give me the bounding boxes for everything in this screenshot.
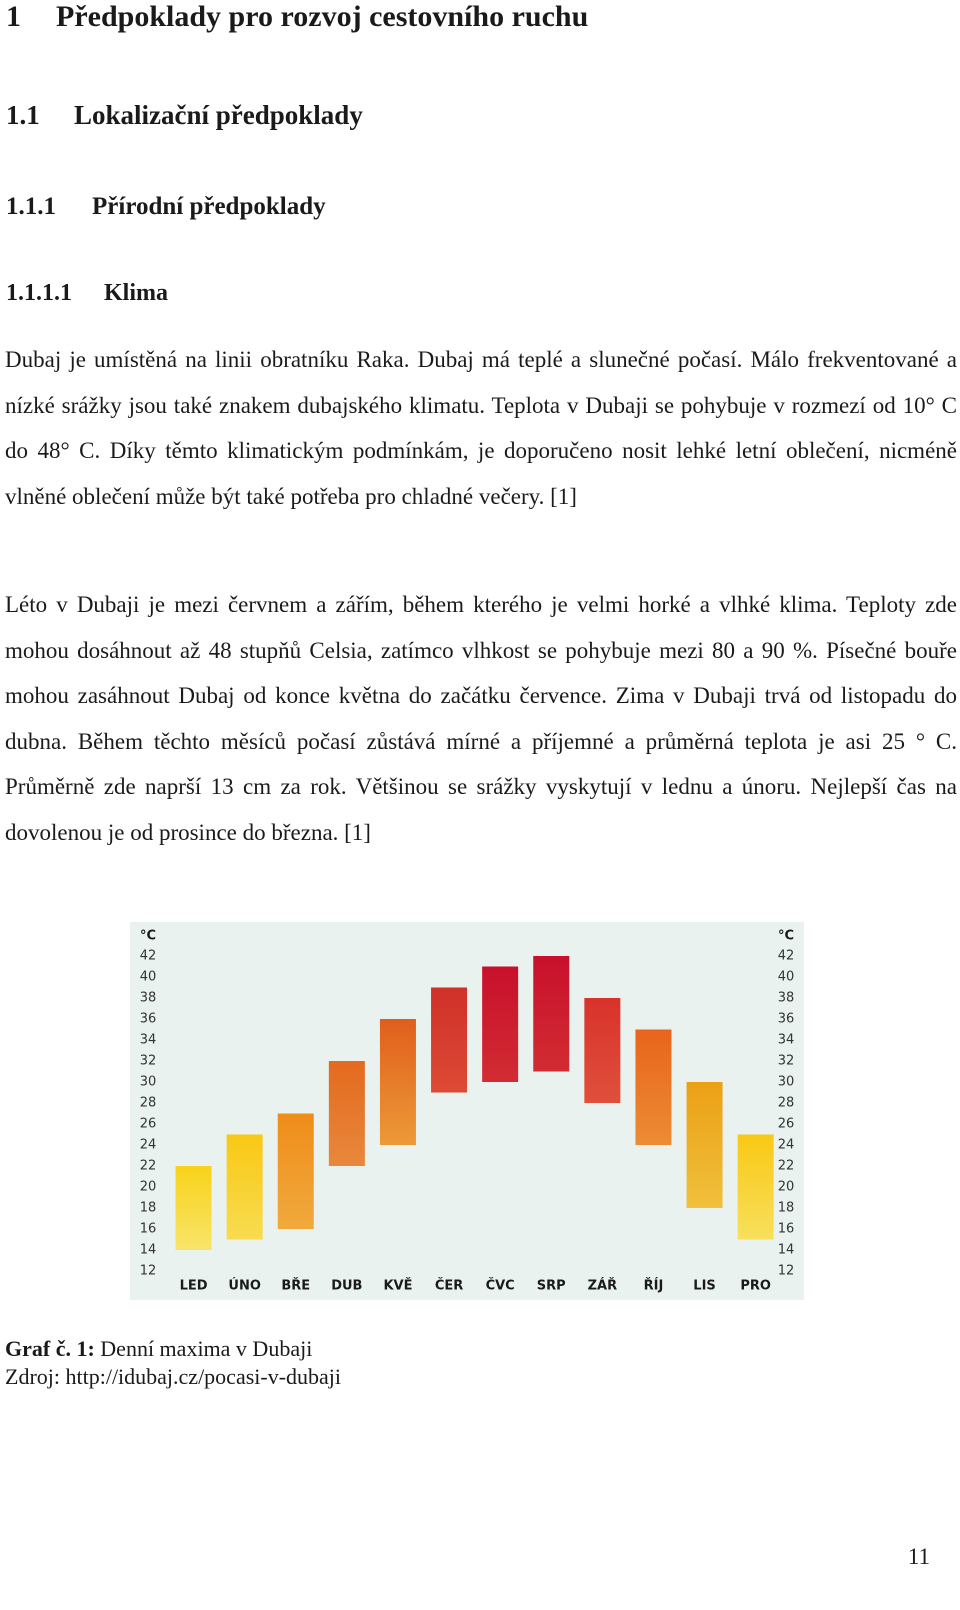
y-tick-left-30: 30 — [139, 1074, 157, 1090]
x-label-čvc: ČVC — [485, 1278, 515, 1294]
heading-1-title: Předpoklady pro rozvoj cestovního ruchu — [56, 0, 589, 33]
y-tick-right-12: 12 — [777, 1263, 795, 1279]
page-number: 11 — [907, 1544, 930, 1569]
heading-3-title: Přírodní předpoklady — [92, 193, 326, 220]
y-axis-unit-left: °C — [139, 928, 157, 944]
x-label-led: LED — [179, 1278, 208, 1294]
y-tick-right-34: 34 — [777, 1032, 795, 1048]
bar-říj — [635, 1030, 671, 1146]
bar-čer — [431, 988, 467, 1093]
heading-2 — [6, 100, 363, 131]
y-tick-right-16: 16 — [777, 1221, 795, 1237]
temperature-chart — [130, 922, 804, 1300]
bar-bře — [278, 1114, 314, 1230]
y-tick-left-36: 36 — [139, 1011, 157, 1027]
y-tick-right-20: 20 — [777, 1179, 795, 1195]
y-tick-left-16: 16 — [139, 1221, 157, 1237]
y-tick-right-24: 24 — [777, 1137, 795, 1153]
temperature-chart-svg — [130, 922, 804, 1300]
y-tick-right-28: 28 — [777, 1095, 795, 1111]
heading-1 — [6, 0, 588, 34]
y-tick-left-32: 32 — [139, 1053, 157, 1069]
heading-2-number: 1.1 — [6, 100, 40, 130]
bar-pro — [738, 1135, 774, 1240]
paragraph-climate-intro: Dubaj je umístěná na linii obratníku Raka. Dubaj má teplé a slunečné počasí. Málo frekventované a nízké srážky jsou také znakem dubajského klimatu. Teplota v Dubaji se pohybuje v rozmezí od 10° C do 48° C. Díky těmto klimatickým podmínkám, je doporučeno nosit lehké letní oblečení, nicméně vlněné oblečení může být také potřeba pro chladné večery. [1] — [5, 347, 957, 509]
bar-zář — [584, 998, 620, 1103]
y-tick-right-26: 26 — [777, 1116, 795, 1132]
x-label-pro: PRO — [740, 1278, 771, 1294]
y-tick-left-38: 38 — [139, 990, 157, 1006]
y-tick-right-38: 38 — [777, 990, 795, 1006]
figure-caption-text: Denní maxima v Dubaji — [94, 1336, 313, 1361]
y-tick-left-18: 18 — [139, 1200, 157, 1216]
heading-2-title: Lokalizační předpoklady — [74, 100, 363, 130]
y-tick-right-40: 40 — [777, 969, 795, 985]
y-tick-right-22: 22 — [777, 1158, 795, 1174]
heading-3 — [6, 193, 326, 221]
heading-3-number: 1.1.1 — [6, 193, 56, 220]
y-axis-unit-right: °C — [777, 928, 795, 944]
y-tick-left-24: 24 — [139, 1137, 157, 1153]
x-label-dub: DUB — [331, 1278, 363, 1294]
bar-čvc — [482, 967, 518, 1083]
y-tick-left-22: 22 — [139, 1158, 157, 1174]
bar-led — [176, 1166, 212, 1250]
y-tick-right-18: 18 — [777, 1200, 795, 1216]
figure-source: Zdroj: http://idubaj.cz/pocasi-v-dubaji — [5, 1364, 342, 1389]
y-tick-left-40: 40 — [139, 969, 157, 985]
y-tick-left-26: 26 — [139, 1116, 157, 1132]
bar-dub — [329, 1061, 365, 1166]
figure-caption-label: Graf č. 1: — [5, 1336, 95, 1361]
heading-4 — [6, 280, 168, 307]
x-label-bře: BŘE — [281, 1278, 311, 1294]
x-label-lis: LIS — [693, 1278, 716, 1294]
bar-srp — [533, 956, 569, 1072]
y-tick-right-30: 30 — [777, 1074, 795, 1090]
figure-caption — [5, 1336, 312, 1362]
heading-1-number: 1 — [6, 0, 21, 33]
y-tick-left-12: 12 — [139, 1263, 157, 1279]
y-tick-left-20: 20 — [139, 1179, 157, 1195]
y-tick-left-28: 28 — [139, 1095, 157, 1111]
bar-lis — [687, 1082, 723, 1208]
y-tick-left-14: 14 — [139, 1242, 157, 1258]
x-label-čer: ČER — [434, 1278, 464, 1294]
y-tick-right-32: 32 — [777, 1053, 795, 1069]
x-label-srp: SRP — [536, 1278, 566, 1294]
heading-4-title: Klima — [104, 280, 168, 306]
y-tick-right-14: 14 — [777, 1242, 795, 1258]
x-label-zář: ZÁŘ — [587, 1278, 618, 1294]
heading-4-number: 1.1.1.1 — [6, 280, 72, 306]
y-tick-right-42: 42 — [777, 948, 795, 964]
paragraph-climate-seasons: Léto v Dubaji je mezi červnem a zářím, během kterého je velmi horké a vlhké klima. Teploty zde mohou dosáhnout až 48 stupňů Celsia, zatímco vlhkost se pohybuje mezi 80 a 90 %. Písečné bouře mohou zasáhnout Dubaj od konce května do začátku července. Zima v Dubaji trvá od listopadu do dubna. Během těchto měsíců počasí zůstává mírné a příjemné a průměrná teplota je asi 25 ° C. Průměrně zde naprší 13 cm za rok. Většinou se srážky vyskytují v lednu a únoru. Nejlepší čas na dovolenou je od prosince do března. [1] — [5, 592, 957, 845]
bar-úno — [227, 1135, 263, 1240]
y-tick-left-42: 42 — [139, 948, 157, 964]
x-label-úno: ÚNO — [228, 1278, 261, 1294]
y-tick-left-34: 34 — [139, 1032, 157, 1048]
x-label-kvě: KVĚ — [383, 1278, 413, 1294]
x-label-říj: ŘÍJ — [643, 1278, 664, 1294]
bar-kvě — [380, 1019, 416, 1145]
y-tick-right-36: 36 — [777, 1011, 795, 1027]
